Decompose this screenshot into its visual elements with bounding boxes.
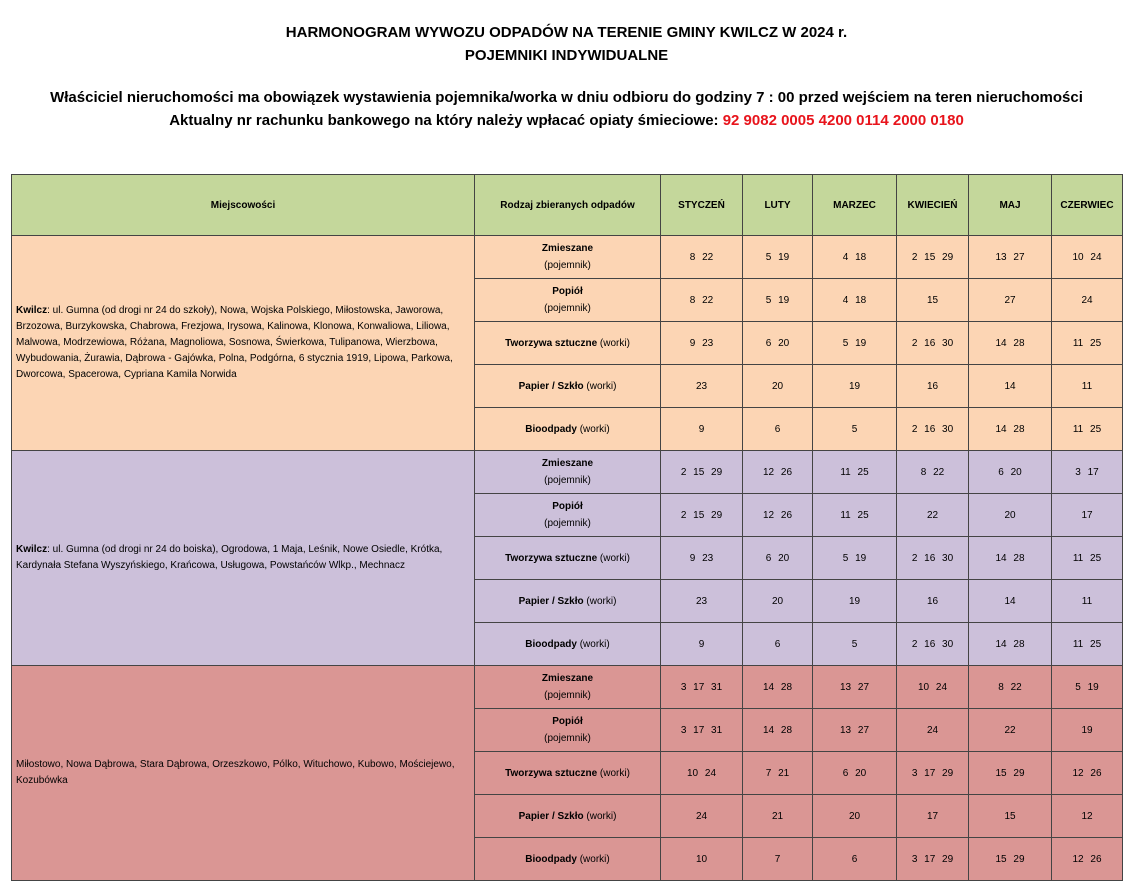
waste-type-container: (pojemnik) bbox=[544, 733, 591, 744]
column-header-month: MAJ bbox=[969, 175, 1052, 236]
waste-type-cell bbox=[475, 451, 661, 494]
location-cell bbox=[12, 236, 475, 451]
waste-type-name: Bioodpady bbox=[525, 638, 577, 650]
waste-type-container: (worki) bbox=[579, 423, 610, 435]
waste-type-name: Papier / Szkło bbox=[518, 380, 584, 392]
waste-type-name: Zmieszane bbox=[541, 243, 594, 254]
pickup-dates-cell: 4 18 bbox=[813, 279, 897, 322]
waste-type-name: Papier / Szkło bbox=[518, 810, 584, 822]
pickup-dates-cell: 17 bbox=[897, 795, 969, 838]
table-row bbox=[12, 236, 1123, 279]
pickup-dates-cell: 23 bbox=[661, 365, 743, 408]
waste-type-container: (pojemnik) bbox=[544, 475, 591, 486]
pickup-dates-cell: 11 25 bbox=[1052, 537, 1123, 580]
pickup-dates-cell: 11 25 bbox=[1052, 322, 1123, 365]
pickup-dates-cell: 5 19 bbox=[813, 537, 897, 580]
pickup-dates-cell: 20 bbox=[743, 580, 813, 623]
pickup-dates-cell: 6 20 bbox=[813, 752, 897, 795]
waste-type-cell bbox=[475, 709, 661, 752]
pickup-dates-cell: 10 bbox=[661, 838, 743, 881]
waste-type-name: Bioodpady bbox=[525, 853, 577, 865]
pickup-dates-cell: 20 bbox=[743, 365, 813, 408]
waste-type-name: Popiół bbox=[552, 716, 583, 727]
waste-type-name: Tworzywa sztuczne bbox=[505, 767, 598, 779]
location-streets: Miłostowo, Nowa Dąbrowa, Stara Dąbrowa, Orzeszkowo, Pólko, Wituchowo, Kubowo, Mościejewo, Kozubówka bbox=[16, 759, 455, 786]
pickup-dates-cell: 8 22 bbox=[661, 236, 743, 279]
pickup-dates-cell: 11 bbox=[1052, 365, 1123, 408]
pickup-dates-cell: 14 28 bbox=[969, 408, 1052, 451]
waste-type-container: (pojemnik) bbox=[544, 303, 591, 314]
pickup-dates-cell: 6 20 bbox=[743, 537, 813, 580]
pickup-dates-cell: 7 21 bbox=[743, 752, 813, 795]
bank-number: 92 9082 0005 4200 0114 2000 0180 bbox=[722, 112, 964, 129]
pickup-dates-cell: 5 19 bbox=[743, 236, 813, 279]
pickup-dates-cell: 9 23 bbox=[661, 537, 743, 580]
waste-type-name: Tworzywa sztuczne bbox=[505, 337, 598, 349]
column-header-month: MARZEC bbox=[813, 175, 897, 236]
pickup-dates-cell: 23 bbox=[661, 580, 743, 623]
pickup-dates-cell: 24 bbox=[897, 709, 969, 752]
pickup-dates-cell: 3 17 31 bbox=[661, 709, 743, 752]
waste-type-name: Zmieszane bbox=[541, 458, 594, 469]
pickup-dates-cell: 6 bbox=[813, 838, 897, 881]
waste-type-cell bbox=[475, 322, 661, 365]
pickup-dates-cell: 11 25 bbox=[1052, 408, 1123, 451]
pickup-dates-cell: 6 20 bbox=[743, 322, 813, 365]
location-name: Kwilcz bbox=[16, 305, 48, 316]
waste-type-container: (worki) bbox=[586, 810, 617, 822]
pickup-dates-cell: 10 24 bbox=[897, 666, 969, 709]
waste-type-cell bbox=[475, 537, 661, 580]
pickup-dates-cell: 12 26 bbox=[1052, 752, 1123, 795]
pickup-dates-cell: 2 16 30 bbox=[897, 408, 969, 451]
pickup-dates-cell: 19 bbox=[813, 580, 897, 623]
waste-type-cell bbox=[475, 236, 661, 279]
column-header-month: CZERWIEC bbox=[1052, 175, 1123, 236]
pickup-dates-cell: 10 24 bbox=[661, 752, 743, 795]
waste-type-name: Tworzywa sztuczne bbox=[505, 552, 598, 564]
pickup-dates-cell: 16 bbox=[897, 365, 969, 408]
pickup-dates-cell: 2 15 29 bbox=[661, 494, 743, 537]
waste-type-name: Popiół bbox=[552, 501, 583, 512]
pickup-dates-cell: 5 bbox=[813, 408, 897, 451]
pickup-dates-cell: 8 22 bbox=[661, 279, 743, 322]
schedule-table bbox=[11, 174, 1123, 881]
pickup-dates-cell: 15 29 bbox=[969, 752, 1052, 795]
column-header-month: KWIECIEŃ bbox=[897, 175, 969, 236]
waste-type-cell bbox=[475, 752, 661, 795]
page-subtitle: POJEMNIKI INDYWIDUALNE bbox=[464, 47, 669, 64]
pickup-dates-cell: 15 bbox=[969, 795, 1052, 838]
waste-type-container: (pojemnik) bbox=[544, 260, 591, 271]
pickup-dates-cell: 12 26 bbox=[1052, 838, 1123, 881]
pickup-dates-cell: 14 28 bbox=[743, 709, 813, 752]
pickup-dates-cell: 14 28 bbox=[969, 623, 1052, 666]
waste-type-container: (pojemnik) bbox=[544, 518, 591, 529]
pickup-dates-cell: 8 22 bbox=[969, 666, 1052, 709]
pickup-dates-cell: 12 26 bbox=[743, 494, 813, 537]
pickup-dates-cell: 17 bbox=[1052, 494, 1123, 537]
pickup-dates-cell: 6 20 bbox=[969, 451, 1052, 494]
pickup-dates-cell: 5 bbox=[813, 623, 897, 666]
pickup-dates-cell: 3 17 31 bbox=[661, 666, 743, 709]
pickup-dates-cell: 20 bbox=[813, 795, 897, 838]
location-cell bbox=[12, 451, 475, 666]
pickup-dates-cell: 13 27 bbox=[969, 236, 1052, 279]
waste-type-container: (pojemnik) bbox=[544, 690, 591, 701]
pickup-dates-cell: 15 29 bbox=[969, 838, 1052, 881]
bank-account-line bbox=[0, 112, 1133, 129]
waste-type-container: (worki) bbox=[579, 853, 610, 865]
pickup-dates-cell: 6 bbox=[743, 408, 813, 451]
pickup-dates-cell: 3 17 29 bbox=[897, 752, 969, 795]
pickup-dates-cell: 14 28 bbox=[969, 322, 1052, 365]
table-row bbox=[12, 451, 1123, 494]
waste-type-container: (worki) bbox=[579, 638, 610, 650]
pickup-dates-cell: 6 bbox=[743, 623, 813, 666]
waste-type-cell bbox=[475, 365, 661, 408]
pickup-dates-cell: 27 bbox=[969, 279, 1052, 322]
pickup-dates-cell: 5 19 bbox=[813, 322, 897, 365]
pickup-dates-cell: 20 bbox=[969, 494, 1052, 537]
pickup-dates-cell: 22 bbox=[897, 494, 969, 537]
column-header-month: LUTY bbox=[743, 175, 813, 236]
pickup-dates-cell: 19 bbox=[813, 365, 897, 408]
location-streets: : ul. Gumna (od drogi nr 24 do szkoły), Nowa, Wojska Polskiego, Miłostowska, Jaworowa, Brzozowa, Burzykowska, Chabrowa, Frezjowa, Irysowa, Kalinowa, Klonowa, Konwaliowa, Liliowa, Malwowa, Modrzewiowa, Różana, Magnoliowa, Sosnowa, Świerkowa, Tulipanowa, Wierzbowa, Wybudowania, Żurawia, Dąbrowa - Gajówka, Polna, Podgórna, 6 stycznia 1919, Lipowa, Parkowa, Dworcowa, Spacerowa, Cypriana Kamila Norwida bbox=[16, 305, 453, 380]
pickup-dates-cell: 9 bbox=[661, 623, 743, 666]
location-cell bbox=[12, 666, 475, 881]
pickup-dates-cell: 9 23 bbox=[661, 322, 743, 365]
waste-type-name: Papier / Szkło bbox=[518, 595, 584, 607]
waste-type-name: Bioodpady bbox=[525, 423, 577, 435]
waste-type-cell bbox=[475, 666, 661, 709]
waste-type-cell bbox=[475, 623, 661, 666]
pickup-dates-cell: 16 bbox=[897, 580, 969, 623]
pickup-dates-cell: 5 19 bbox=[1052, 666, 1123, 709]
pickup-dates-cell: 11 25 bbox=[813, 494, 897, 537]
waste-type-container: (worki) bbox=[599, 337, 630, 349]
pickup-dates-cell: 13 27 bbox=[813, 709, 897, 752]
pickup-dates-cell: 7 bbox=[743, 838, 813, 881]
pickup-dates-cell: 24 bbox=[661, 795, 743, 838]
column-header-type: Rodzaj zbieranych odpadów bbox=[475, 175, 661, 236]
pickup-dates-cell: 12 26 bbox=[743, 451, 813, 494]
pickup-dates-cell: 15 bbox=[897, 279, 969, 322]
pickup-dates-cell: 4 18 bbox=[813, 236, 897, 279]
waste-type-cell bbox=[475, 279, 661, 322]
pickup-dates-cell: 13 27 bbox=[813, 666, 897, 709]
table-header-row bbox=[12, 175, 1123, 236]
pickup-dates-cell: 14 28 bbox=[743, 666, 813, 709]
waste-type-container: (worki) bbox=[599, 767, 630, 779]
pickup-dates-cell: 2 16 30 bbox=[897, 623, 969, 666]
waste-type-cell bbox=[475, 494, 661, 537]
waste-type-container: (worki) bbox=[586, 380, 617, 392]
column-header-location: Miejscowości bbox=[12, 175, 475, 236]
pickup-dates-cell: 2 15 29 bbox=[661, 451, 743, 494]
column-header-month: STYCZEŃ bbox=[661, 175, 743, 236]
waste-type-name: Popiół bbox=[552, 286, 583, 297]
pickup-dates-cell: 2 16 30 bbox=[897, 537, 969, 580]
pickup-dates-cell: 8 22 bbox=[897, 451, 969, 494]
waste-type-container: (worki) bbox=[586, 595, 617, 607]
pickup-dates-cell: 9 bbox=[661, 408, 743, 451]
pickup-dates-cell: 3 17 29 bbox=[897, 838, 969, 881]
pickup-dates-cell: 14 bbox=[969, 365, 1052, 408]
waste-type-cell bbox=[475, 408, 661, 451]
waste-type-cell bbox=[475, 580, 661, 623]
pickup-dates-cell: 3 17 bbox=[1052, 451, 1123, 494]
waste-type-container: (worki) bbox=[599, 552, 630, 564]
notice-text: Właściciel nieruchomości ma obowiązek wystawienia pojemnika/worka w dniu odbioru do godziny 7 : 00 przed wejściem na teren nieruchomości bbox=[50, 89, 1083, 106]
pickup-dates-cell: 2 16 30 bbox=[897, 322, 969, 365]
pickup-dates-cell: 11 25 bbox=[813, 451, 897, 494]
waste-type-cell bbox=[475, 838, 661, 881]
location-name: Kwilcz bbox=[16, 544, 48, 555]
waste-type-cell bbox=[475, 795, 661, 838]
waste-type-name: Zmieszane bbox=[541, 673, 594, 684]
pickup-dates-cell: 10 24 bbox=[1052, 236, 1123, 279]
pickup-dates-cell: 24 bbox=[1052, 279, 1123, 322]
pickup-dates-cell: 11 bbox=[1052, 580, 1123, 623]
pickup-dates-cell: 2 15 29 bbox=[897, 236, 969, 279]
bank-label: Aktualny nr rachunku bankowego na który należy wpłacać opiaty śmieciowe: bbox=[169, 112, 719, 129]
page-title: HARMONOGRAM WYWOZU ODPADÓW NA TERENIE GMINY KWILCZ W 2024 r. bbox=[285, 24, 848, 41]
table-row bbox=[12, 666, 1123, 709]
pickup-dates-cell: 12 bbox=[1052, 795, 1123, 838]
pickup-dates-cell: 19 bbox=[1052, 709, 1123, 752]
pickup-dates-cell: 22 bbox=[969, 709, 1052, 752]
location-streets: : ul. Gumna (od drogi nr 24 do boiska), Ogrodowa, 1 Maja, Leśnik, Nowe Osiedle, Krótka, Kardynała Stefana Wyszyńskiego, Krańcowa, Usługowa, Powstańców Wlkp., Mechnacz bbox=[16, 544, 443, 571]
pickup-dates-cell: 14 28 bbox=[969, 537, 1052, 580]
pickup-dates-cell: 21 bbox=[743, 795, 813, 838]
pickup-dates-cell: 5 19 bbox=[743, 279, 813, 322]
pickup-dates-cell: 11 25 bbox=[1052, 623, 1123, 666]
pickup-dates-cell: 14 bbox=[969, 580, 1052, 623]
